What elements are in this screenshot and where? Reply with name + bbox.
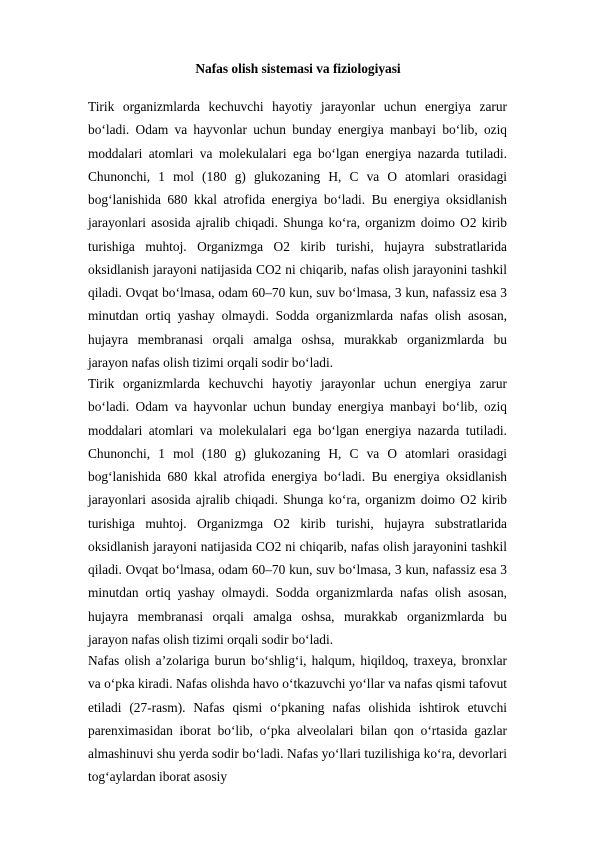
document-title: Nafas olish sistemasi va fiziologiyasi <box>195 61 401 76</box>
paragraph-2: Tirik organizmlarda kechuvchi hayotiy jarayonlar uchun energiya zarur bo‘ladi. Odam va hayvonlar uchun bunday energiya manbayi bo‘lib, oziq moddalari atomlari va molekulalari ega bo‘lgan energiya nazarda tutiladi. Chunonchi, 1 mol (180 g) glukozaning H, C va O atomlari orasidagi bog‘lanishida 680 kkal atrofida energiya bo‘ladi. Bu energiya oksidlanish jarayonlari asosida ajralib chiqadi. Shunga ko‘ra, organizm doimo O2 kirib turishiga muhtoj. Organizmga O2 kirib turishi, hujayra substratlarida oksidlanish jarayoni natijasida CO2 ni chiqarib, nafas olish jarayonini tashkil qiladi. Ovqat bo‘lmasa, odam 60–70 kun, suv bo‘lmasa, 3 kun, nafassiz esa 3 minutdan ortiq yashay olmaydi. Sodda organizmlarda nafas olish asosan, hujayra membranasi orqali amalga oshsa, murakkab organizmlarda bu jarayon nafas olish tizimi orqali sodir bo‘ladi. <box>88 376 507 647</box>
paragraph-3: Nafas olish a’zolariga burun bo‘shlig‘i, halqum, hiqildoq, traxeya, bronxlar va o‘pka kiradi. Nafas olishda havo o‘tkazuvchi yo‘llar va nafas qismi tafovut etiladi (27-rasm). Nafas qismi o‘pkaning nafas olishida ishtirok etuvchi parenximasidan iborat bo‘lib, o‘pka alveolalari bilan qon o‘rtasida gazlar almashinuvi shu yerda sodir bo‘ladi. Nafas yo‘llari tuzilishiga ko‘ra, devorlari tog‘aylardan iborat asosiy <box>88 653 507 785</box>
paragraph-1: Tirik organizmlarda kechuvchi hayotiy jarayonlar uchun energiya zarur bo‘ladi. Odam va hayvonlar uchun bunday energiya manbayi bo‘lib, oziq moddalari atomlari va molekulalari ega bo‘lgan energiya nazarda tutiladi. Chunonchi, 1 mol (180 g) glukozaning H, C va O atomlari orasidagi bog‘lanishida 680 kkal atrofida energiya bo‘ladi. Bu energiya oksidlanish jarayonlari asosida ajralib chiqadi. Shunga ko‘ra, organizm doimo O2 kirib turishiga muhtoj. Organizmga O2 kirib turishi, hujayra substratlarida oksidlanish jarayoni natijasida CO2 ni chiqarib, nafas olish jarayonini tashkil qiladi. Ovqat bo‘lmasa, odam 60–70 kun, suv bo‘lmasa, 3 kun, nafassiz esa 3 minutdan ortiq yashay olmaydi. Sodda organizmlarda nafas olish asosan, hujayra membranasi orqali amalga oshsa, murakkab organizmlarda bu jarayon nafas olish tizimi orqali sodir bo‘ladi. <box>88 99 507 370</box>
